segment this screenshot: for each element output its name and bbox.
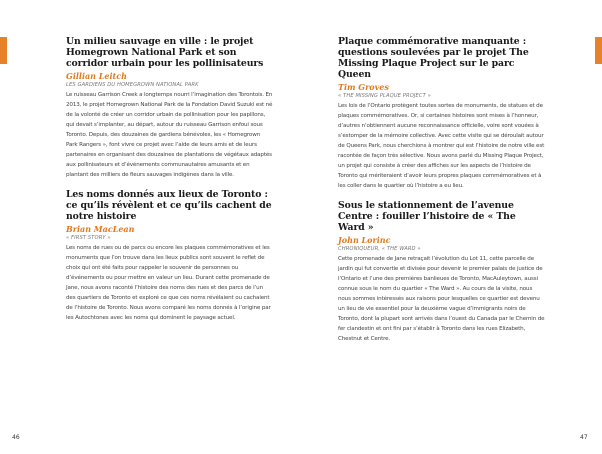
page-edge-tab-left — [0, 37, 7, 64]
article-source: CHRONIQUEUR, « THE WARD » — [338, 246, 421, 252]
article-title: Les noms donnés aux lieux de Toronto : ce qu’ils révèlent et ce qu’ils cachent de notre histoire — [66, 189, 272, 222]
article — [66, 36, 273, 180]
page-number-right: 47 — [580, 434, 588, 441]
article-body: Les lois de l’Ontario protègent toutes sortes de monuments, de statues et de plaques commémoratives. Or, si certaines histoires sont mises à l’honneur, d’autres n’obtiennent aucune reconnaissance officielle, voire sont vouées à s’estomper de la mémoire collective. Avec cette visite qui se déroulait autour de Queens Park, nous cherchions à montrer qui est l’histoire de notre ville est racontée de façon très sélective. Nous avons parlé du Missing Plaque Project, un projet qui consiste à créer des affiches sur les aspects de l’histoire de Toronto qui mériteraient d’avoir leurs propres plaques commémoratives et à les coller dans le quartier où l’histoire a eu lieu. — [338, 103, 545, 189]
article-title: Sous le stationnement de l’avenue Centre : fouiller l’histoire de « The Ward » — [338, 200, 516, 233]
right-page-column — [338, 36, 545, 353]
article-source: « THE MISSING PLAQUE PROJECT » — [338, 93, 431, 99]
article-body: Les noms de rues ou de parcs ou encore les plaques commémoratives et les monuments que l’on trouve dans les lieux publics sont souvent le reflet de choix qui ont été faits pour rappeler le souvenir de personnes ou d’événements ou pour mettre en valeur un lieu. Durant cette promenade de Jane, nous avons raconté l’histoire des noms des rues et des parcs de l’un des quartiers de Toronto et exploré ce que ces noms révélaient ou cachaient de l’histoire de Toronto. Nous avons comparé les noms donnés à l’origine par les Autochtones avec les noms qui dominent le paysage actuel. — [66, 245, 271, 321]
article-source: « FIRST STORY » — [66, 235, 111, 241]
article-title: Un milieu sauvage en ville : le projet Homegrown National Park et son corridor urbain pour les pollinisateurs — [66, 36, 264, 69]
page-number-left: 46 — [12, 434, 20, 441]
article — [66, 189, 273, 323]
article-author: Brian MacLean — [66, 224, 135, 234]
article — [338, 36, 545, 191]
article-body: Le ruisseau Garrison Creek a longtemps nourri l’imagination des Torontois. En 2013, le projet Homegrown National Park de la Fondation David Suzuki est né de la volonté de créer un corridor urbain de pollinisation pour les papillons, qui devait s’implanter, au départ, autour du ruisseau Garrison enfoui sous Toronto. Depuis, des douzaines de gardiens bénévoles, les « Homegrown Park Rangers », font vivre ce projet avec l’aide de leurs amis et de leurs partenaires en organisant des douzaines de plantations de végétaux adaptés aux pollinisateurs et d’événements communautaires amusants et en plantant des milliers de fleurs sauvages indigènes dans la ville. — [66, 92, 273, 178]
article-body: Cette promenade de Jane retraçait l’évolution du Lot 11, cette parcelle de jardin qui fut convertie et divisée pour devenir le premier palais de justice de l’Ontario et l’une des premières banlieues de Toronto, MacAuleytown, aussi connue sous le nom du quartier « The Ward ». Au cours de la visite, nous nous sommes intéressés aux raisons pour lesquelles ce quartier est devenu un lieu de vie essentiel pour la deuxième vague d’immigrants noirs de Toronto, dont la plupart sont arrivés dans l’ouest du Canada par le Chemin de fer clandestin et ont fini par s’établir à Toronto dans les rues Elizabeth, Chestnut et Centre. — [338, 256, 545, 342]
article-source: LES GARDIENS DU HOMEGROWN NATIONAL PARK — [66, 82, 199, 88]
article-author: Gillian Leitch — [66, 71, 127, 81]
article-author: Tim Groves — [338, 82, 389, 92]
article-author: John Lorinc — [338, 235, 391, 245]
article-title: Plaque commémorative manquante : questions soulevées par le projet The Missing Plaque Project sur le parc Queen — [338, 36, 529, 80]
page-edge-tab-right — [595, 37, 602, 64]
article — [338, 200, 545, 344]
left-page-column — [66, 36, 273, 332]
